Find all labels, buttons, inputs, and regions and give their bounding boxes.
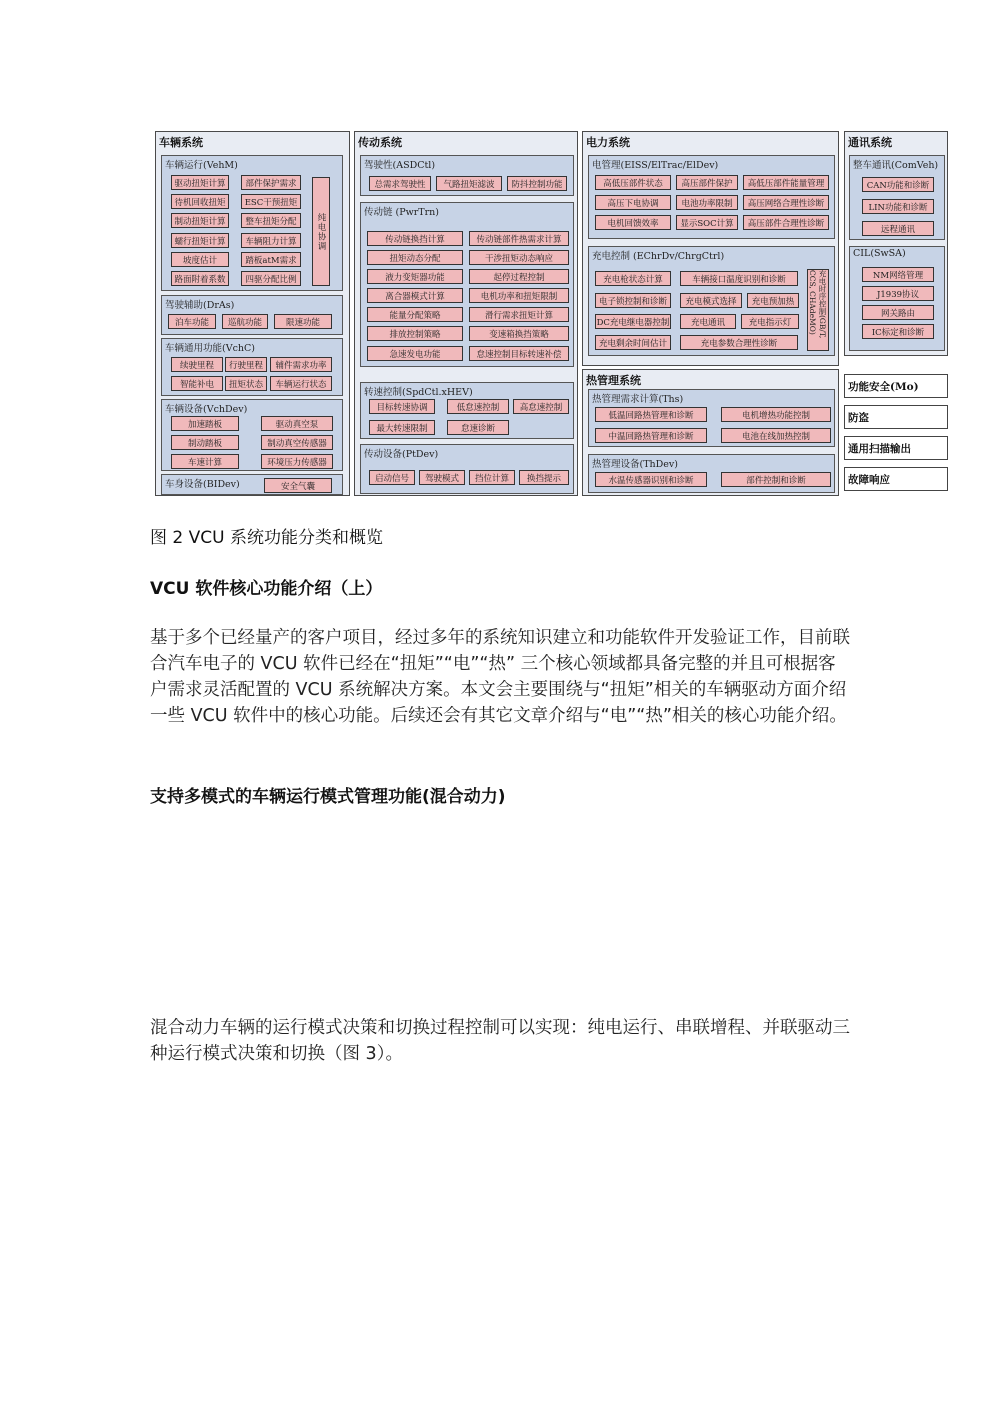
asdctl-cell: 防抖控制功能 [507,176,567,191]
eldev-cell: 电池功率限制 [676,195,738,210]
pwrtrn-cell: 变速箱换挡策略 [469,326,569,341]
ptdev-cell: 启动信号 [369,470,415,485]
pwrtrn-cell: 液力变矩器功能 [367,269,463,284]
vchdev-cell: 环境压力传感器 [261,454,333,469]
vchc-cell: 车辆运行状态 [270,376,332,391]
pwrtrn-module [360,202,574,367]
vchdev-cell: 驱动真空泵 [261,416,333,431]
pwrtrn-cell: 电机功率和扭矩限制 [469,288,569,303]
vehm-cell: 驱动扭矩计算 [171,175,229,190]
side-item-anti-theft: 防盗 [844,405,948,429]
vehm-vertical-cell: 纯电协调 [312,177,330,286]
ths-module [588,389,835,447]
comveh-cell: CAN功能和诊断 [862,177,934,192]
eldev-cell: 高压网络合理性诊断 [743,195,829,210]
pwrtrn-cell: 传动链换挡计算 [367,231,463,246]
vehm-cell: 蠕行扭矩计算 [171,233,229,248]
spdctl-cell: 目标转速协调 [369,399,435,414]
comm-system-panel [844,131,948,356]
comveh-module [849,155,945,240]
spdctl-cell: 高怠速控制 [513,399,569,414]
chrg-cell: 车辆接口温度识别和诊断 [680,271,798,286]
pwrtrn-cell: 滑行需求扭矩计算 [469,307,569,322]
chrg-cell: DC充电继电器控制 [595,314,671,329]
vchc-title: 车辆通用功能(VchC) [165,343,255,354]
chrg-cell: 充电模式选择 [680,293,742,308]
chrg-cell: 充电剩余时间估计 [595,335,671,350]
comveh-title: 整车通讯(ComVeh) [853,160,939,171]
chrg-module [588,246,835,356]
vehicle-system-panel [155,131,350,496]
swsa-cell: IC标定和诊断 [862,324,934,339]
vchdev-title: 车辆设备(VchDev) [165,404,248,415]
pwrtrn-cell: 干涉扭矩动态响应 [469,250,569,265]
vchdev-cell: 车速计算 [171,454,239,469]
ptdev-title: 传动设备(PtDev) [364,449,439,460]
dras-module [161,295,343,335]
vchc-cell: 智能补电 [171,376,223,391]
pwrtrn-title: 传动链 (PwrTrn) [364,207,439,218]
pwrtrn-cell: 扭矩动态分配 [367,250,463,265]
asdctl-cell: 气路扭矩滤波 [436,176,502,191]
vehm-cell: 踏板atM需求 [241,252,301,267]
spdctl-module [360,382,574,439]
ths-cell: 电机增热功能控制 [721,407,831,422]
vehm-cell: 路面附着系数 [171,271,229,286]
side-item-scan-output: 通用扫描输出 [844,436,948,460]
vehicle-system-title: 车辆系统 [159,136,203,149]
thermal-system-panel [582,369,839,496]
asdctl-title: 驾驶性(ASDCtl) [364,160,436,171]
figure-caption: 图 2 VCU 系统功能分类和概览 [150,528,383,548]
pwrtrn-cell: 急速发电功能 [367,346,463,361]
thdev-cell: 部件控制和诊断 [721,472,831,487]
asdctl-cell: 总需求驾驶性 [369,176,431,191]
hybrid-mode-paragraph: 混合动力车辆的运行模式决策和切换过程控制可以实现：纯电运行、串联增程、并联驱动三种运行模式决策和切换（图 3）。 [150,1018,850,1064]
vehm-cell: 待机回收扭矩 [171,194,229,209]
vehm-cell: 四驱分配比例 [241,271,301,286]
dras-cell: 泊车功能 [168,314,216,329]
ptdev-cell: 挡位计算 [469,470,515,485]
chrg-title: 充电控制 (EChrDv/ChrgCtrl) [592,251,725,262]
drive-system-title: 传动系统 [358,136,402,149]
chrg-cell: 充电枪状态计算 [595,271,671,286]
chrg-vertical-cell: 充电时序控制(GB/T, CCS, CHAdeMO) [807,269,829,351]
swsa-cell: J1939协议 [862,286,934,301]
eldev-cell: 高压部件保护 [676,175,738,190]
thdev-cell: 水温传感器识别和诊断 [595,472,707,487]
vchc-cell: 续驶里程 [171,357,223,372]
pwrtrn-cell: 怠速控制目标转速补偿 [469,346,569,361]
vehm-title: 车辆运行(VehM) [165,160,238,171]
dras-cell: 限速功能 [274,314,332,329]
eldev-cell: 电机回馈效率 [595,215,671,230]
vcu-function-overview-diagram [155,131,950,496]
eldev-cell: 显示SOC计算 [676,215,738,230]
vehm-cell: 坡度估计 [171,252,229,267]
ptdev-cell: 驾驶模式 [419,470,465,485]
chrg-cell: 充电预加热 [747,293,799,308]
comveh-cell: 远程通讯 [862,221,934,236]
pwrtrn-cell: 排放控制策略 [367,326,463,341]
side-item-fault-response: 故障响应 [844,467,948,491]
thdev-title: 热管理设备(ThDev) [592,459,678,470]
spdctl-title: 转速控制(SpdCtl.xHEV) [364,387,473,398]
ths-cell: 中温回路热管理和诊断 [595,428,707,443]
vehm-cell: 部件保护需求 [241,175,301,190]
pwrtrn-cell: 传动链部件热需求计算 [469,231,569,246]
bidev-cell: 安全气囊 [264,478,332,493]
ths-cell: 电池在线加热控制 [721,428,831,443]
vchdev-module [161,399,343,471]
swsa-module [849,246,945,351]
power-system-panel [582,131,839,366]
thdev-module [588,454,835,493]
ths-title: 热管理需求计算(Ths) [592,394,684,405]
vchc-cell: 扭矩状态 [225,376,267,391]
eldev-cell: 高压部件合理性诊断 [743,215,829,230]
comveh-cell: LIN功能和诊断 [862,199,934,214]
vehm-cell: 车辆阻力计算 [241,233,301,248]
vchdev-cell: 制动真空传感器 [261,435,333,450]
vchc-cell: 辅件需求功率 [270,357,332,372]
swsa-cell: NM网络管理 [862,267,934,282]
ths-cell: 低温回路热管理和诊断 [595,407,707,422]
vehm-cell: 制动扭矩计算 [171,213,229,228]
dras-cell: 巡航功能 [222,314,268,329]
pwrtrn-cell: 起停过程控制 [469,269,569,284]
chrg-cell: 电子锁控制和诊断 [595,293,671,308]
eldev-cell: 高低压部件能量管理 [743,175,829,190]
spdctl-cell: 低怠速控制 [447,399,509,414]
comm-system-title: 通讯系统 [848,136,892,149]
intro-paragraph: 基于多个已经量产的客户项目，经过多年的系统知识建立和功能软件开发验证工作，目前联合汽车电子的 VCU 软件已经在“扭矩”“电”“热” 三个核心领域都具备完整的并且可根据客户需求灵活配置的 VCU 系统解决方案。本文会主要围绕与“扭矩”相关的车辆驱动方面介绍一些 VCU 软件中的核心功能。后续还会有其它文章介绍与“电”“热”相关的核心功能介绍。 [150,628,850,726]
vchdev-cell: 制动踏板 [171,435,239,450]
vchc-cell: 行驶里程 [225,357,267,372]
eldev-cell: 高低压部件状态 [595,175,671,190]
spdctl-cell: 最大转速限制 [369,420,435,435]
dras-title: 驾驶辅助(DrAs) [165,300,235,311]
pwrtrn-cell: 离合器模式计算 [367,288,463,303]
eldev-cell: 高压下电协调 [595,195,671,210]
section-heading-core-functions: VCU 软件核心功能介绍（上） [150,579,383,599]
swsa-cell: 网关路由 [862,305,934,320]
vehm-module [161,155,343,291]
bidev-title: 车身设备(BIDev) [165,479,240,490]
eldev-module [588,155,835,239]
ptdev-module [360,444,574,494]
eldev-title: 电管理(EISS/ElTrac/ElDev) [592,160,719,171]
section-heading-mode-management: 支持多模式的车辆运行模式管理功能(混合动力) [150,787,506,807]
drive-system-panel [354,131,578,496]
vehm-cell: 整车扭矩分配 [241,213,301,228]
bidev-module [161,474,343,495]
thermal-system-title: 热管理系统 [586,374,641,387]
vehm-cell: ESC干预扭矩 [241,194,301,209]
chrg-cell: 充电指示灯 [741,314,799,329]
spdctl-cell: 怠速诊断 [447,420,509,435]
chrg-cell: 充电参数合理性诊断 [680,335,798,350]
side-item-functional-safety: 功能安全(Mo) [844,374,948,398]
asdctl-module [360,155,574,196]
swsa-title: CIL(SwSA) [853,248,906,259]
vchc-module [161,338,343,396]
pwrtrn-cell: 能量分配策略 [367,307,463,322]
ptdev-cell: 换挡提示 [519,470,569,485]
vchdev-cell: 加速踏板 [171,416,239,431]
chrg-cell: 充电通讯 [680,314,736,329]
power-system-title: 电力系统 [586,136,630,149]
